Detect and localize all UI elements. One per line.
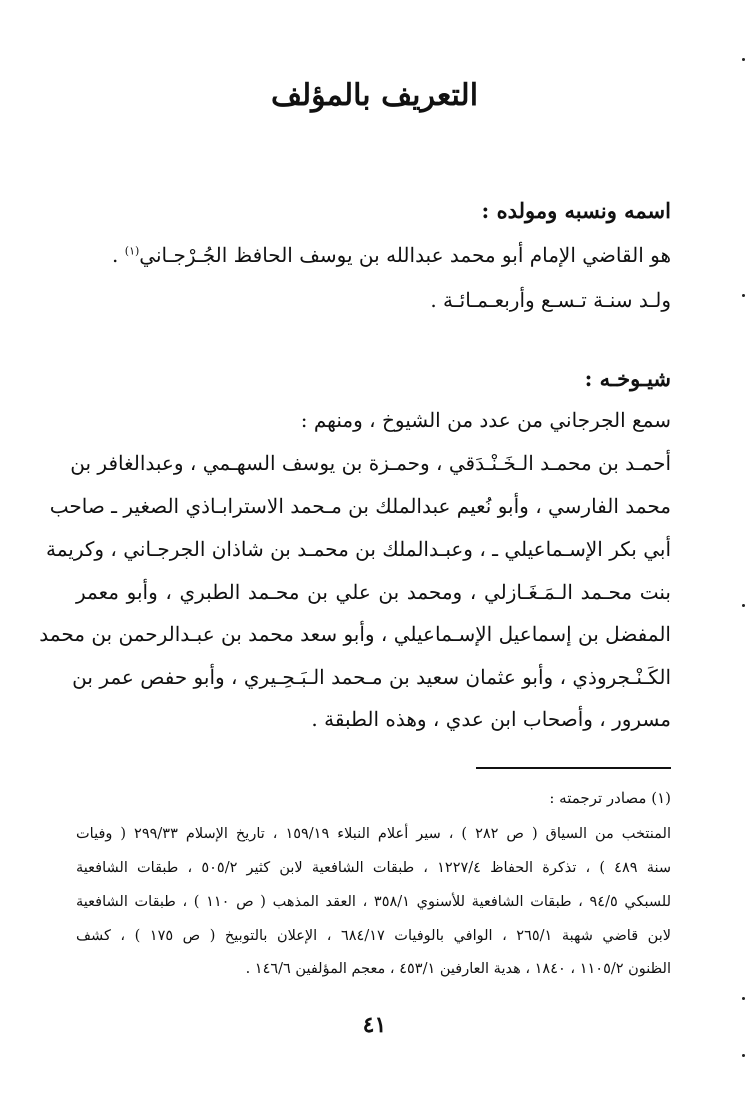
teachers-line: أحمـد بن محمـد الـخَـنْـدَقي ، وحمـزة بن يوسف السهـمي ، وعبدالغافر بن xyxy=(70,451,671,475)
footnote-divider xyxy=(476,767,671,769)
author-name-text: هو القاضي الإمام أبو محمد عبدالله بن يوسف الحافظ الجُـرْجـاني xyxy=(139,243,671,267)
footnote-line: المنتخب من السياق ( ص ٢٨٢ ) ، سير أعلام النبلاء ١٥٩/١٩ ، تاريخ الإسلام ٢٩٩/٣٣ ( وفيات xyxy=(76,826,671,842)
scan-speck xyxy=(742,997,745,1000)
teachers-line: الكَـنْـجروذي ، وأبو عثمان سعيد بن مـحمد الـبَـحِـيري ، وأبو حفص عمر بن xyxy=(72,665,671,689)
author-name-line xyxy=(112,243,671,267)
footnote-line: سنة ٤٨٩ ) ، تذكرة الحفاظ ١٢٢٧/٤ ، طبقات الشافعية لابن كثير ٥٠٥/٢ ، طبقات الشافعية xyxy=(76,860,671,876)
section-heading-teachers: شيـوخـه : xyxy=(584,366,671,391)
teachers-line: مسرور ، وأصحاب ابن عدي ، وهذه الطبقة . xyxy=(311,707,671,731)
author-name-end: . xyxy=(112,243,125,267)
teachers-line: محمد الفارسي ، وأبو نُعيم عبدالملك بن مـحمد الاسترابـاذي الصغير ـ صاحب xyxy=(49,494,671,518)
teachers-line: سمع الجرجاني من عدد من الشيوخ ، ومنهم : xyxy=(300,408,671,432)
page-number: ٤١ xyxy=(362,1012,387,1038)
footnote-ref[interactable]: (١) xyxy=(124,244,140,258)
teachers-line: بنت محـمد الـمَـغَـازلي ، ومحمد بن علي بن محـمد الطبري ، وأبو معمر xyxy=(76,580,671,604)
footnote-line: للسبكي ٩٤/٥ ، طبقات الشافعية للأسنوي ٣٥٨/١ ، العقد المذهب ( ص ١١٠ ) ، طبقات الشافعية xyxy=(76,894,672,910)
scan-speck xyxy=(742,294,745,297)
scan-speck xyxy=(742,1054,745,1057)
footnote-title: (١) مصادر ترجمته : xyxy=(549,789,671,807)
footnote-line: الظنون ١١٠٥/٢ ، ١٨٤٠ ، هدية العارفين ٤٥٣/١ ، معجم المؤلفين ١٤٦/٦ . xyxy=(245,961,671,977)
teachers-line: أبي بكر الإسـماعيلي ـ ، وعبـدالملك بن محمـد بن شاذان الجرجـاني ، وكريمة xyxy=(45,537,671,561)
teachers-line: المفضل بن إسماعيل الإسـماعيلي ، وأبو سعد محمد بن عبـدالرحمن بن محمد xyxy=(39,622,671,646)
section-heading-name: اسمه ونسبه ومولده : xyxy=(481,198,671,223)
footnote-line: لابن قاضي شهبة ٢٦٥/١ ، الوافي بالوفيات ٦٨٤/١٧ ، الإعلان بالتوبيخ ( ص ١٧٥ ) ، كشف xyxy=(76,928,672,944)
birth-line: ولـد سنـة تـسـع وأربعـمـائـة . xyxy=(430,288,671,312)
scan-speck xyxy=(742,604,745,607)
scan-speck xyxy=(742,58,745,61)
page-title: التعريف بالمؤلف xyxy=(270,78,479,113)
